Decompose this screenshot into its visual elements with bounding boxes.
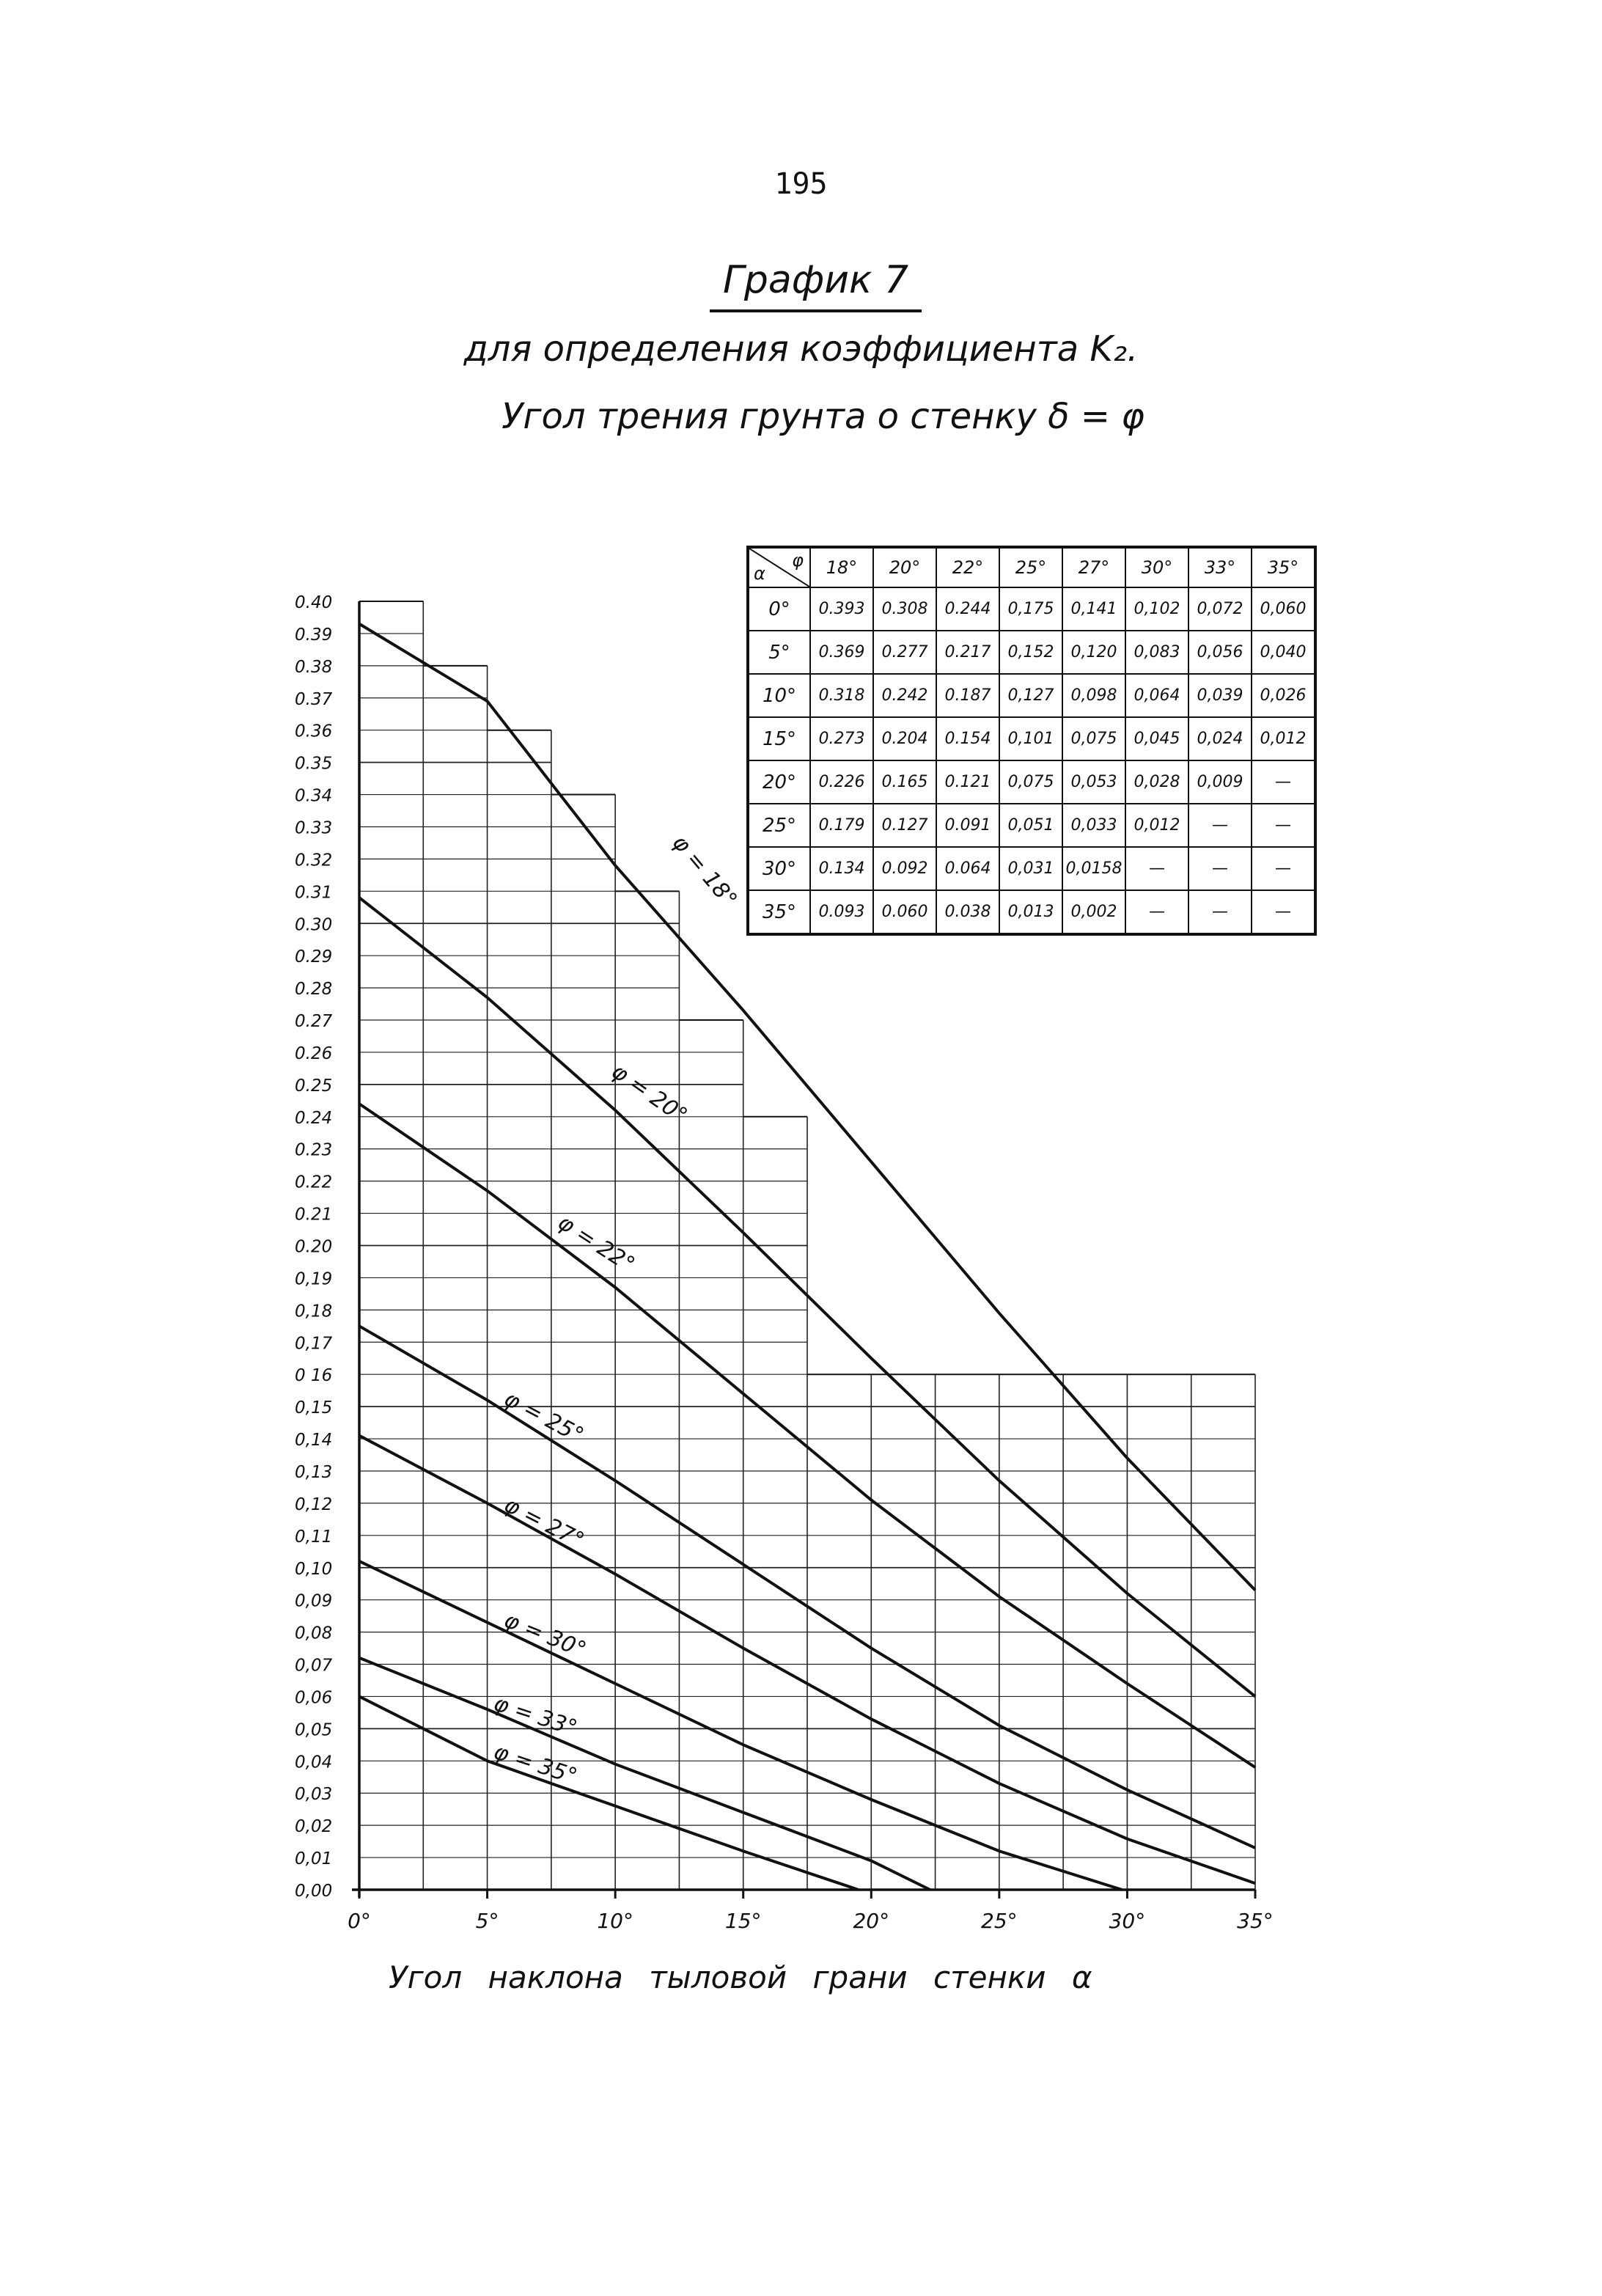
table-cell: 0.091 bbox=[936, 804, 999, 847]
table-cell: 0,102 bbox=[1125, 587, 1188, 631]
table-row bbox=[748, 631, 1315, 674]
table-cell: — bbox=[1252, 847, 1315, 890]
table-row bbox=[748, 890, 1315, 934]
y-tick-label: 0.28 bbox=[295, 980, 333, 1000]
y-tick-label: 0.23 bbox=[295, 1140, 333, 1160]
table-cell: 0.217 bbox=[936, 631, 999, 674]
table-row bbox=[748, 674, 1315, 717]
y-tick-label: 0,05 bbox=[295, 1720, 333, 1740]
table-row bbox=[748, 760, 1315, 804]
y-tick-label: 0,15 bbox=[295, 1398, 333, 1418]
y-tick-label: 0.24 bbox=[295, 1108, 333, 1128]
table-cell: 0,045 bbox=[1125, 717, 1188, 760]
table-cell: 0.127 bbox=[873, 804, 936, 847]
table-cell: 0,075 bbox=[999, 760, 1062, 804]
table-cell: 0.064 bbox=[936, 847, 999, 890]
table-cell: 0,031 bbox=[999, 847, 1062, 890]
corner-phi-label: φ bbox=[792, 550, 804, 571]
table-cell: 0.369 bbox=[810, 631, 873, 674]
table-cell: 0.038 bbox=[936, 890, 999, 934]
y-tick-label: 0,18 bbox=[295, 1302, 333, 1321]
table-cell: 0,012 bbox=[1252, 717, 1315, 760]
y-tick-label: 0,04 bbox=[295, 1753, 333, 1772]
x-tick-label: 30° bbox=[1109, 1909, 1146, 1933]
table-cell: 0,141 bbox=[1062, 587, 1125, 631]
y-tick-label: 0,07 bbox=[295, 1656, 333, 1676]
table-cell: 0,175 bbox=[999, 587, 1062, 631]
y-tick-label: 0.29 bbox=[295, 947, 333, 967]
y-tick-label: 0.39 bbox=[295, 625, 333, 645]
x-tick-label: 20° bbox=[853, 1909, 890, 1933]
y-tick-label: 0 16 bbox=[295, 1366, 333, 1386]
y-tick-label: 0,11 bbox=[295, 1527, 333, 1547]
series-label: φ = 30° bbox=[500, 1607, 590, 1664]
y-tick-label: 0,10 bbox=[295, 1559, 333, 1579]
chart-title-text: График 7 bbox=[710, 258, 922, 312]
y-tick-label: 0.36 bbox=[295, 722, 333, 741]
y-tick-label: 0.30 bbox=[295, 915, 333, 935]
table-corner-cell bbox=[748, 547, 810, 587]
table-cell: — bbox=[1125, 847, 1188, 890]
y-tick-label: 0.20 bbox=[295, 1237, 333, 1257]
table-cell: 0.060 bbox=[873, 890, 936, 934]
y-tick-label: 0,14 bbox=[295, 1431, 333, 1450]
table-row bbox=[748, 847, 1315, 890]
table-cell: 0,012 bbox=[1125, 804, 1188, 847]
table-body bbox=[748, 587, 1315, 934]
table-cell: 0,028 bbox=[1125, 760, 1188, 804]
table-cell: 0,060 bbox=[1252, 587, 1315, 631]
table-cell: — bbox=[1252, 760, 1315, 804]
table-col-header: 18° bbox=[810, 547, 873, 587]
table-cell: — bbox=[1188, 847, 1252, 890]
y-tick-label: 0,08 bbox=[295, 1624, 333, 1643]
x-tick-label: 0° bbox=[348, 1909, 371, 1933]
table-cell: 0.242 bbox=[873, 674, 936, 717]
x-axis-label: Угол наклона тыловой грани стенки α bbox=[389, 1959, 1092, 1995]
y-tick-label: 0,03 bbox=[295, 1785, 333, 1805]
corner-alpha-label: α bbox=[754, 563, 765, 584]
table-cell: — bbox=[1188, 804, 1252, 847]
y-tick-label: 0.35 bbox=[295, 754, 333, 774]
y-tick-label: 0.32 bbox=[295, 851, 333, 870]
table-cell: 0,051 bbox=[999, 804, 1062, 847]
table-row-header: 15° bbox=[748, 717, 810, 760]
table-col-header: 35° bbox=[1252, 547, 1315, 587]
y-tick-label: 0,00 bbox=[295, 1882, 333, 1901]
table-cell: 0,152 bbox=[999, 631, 1062, 674]
table-cell: — bbox=[1252, 804, 1315, 847]
table-cell: 0,056 bbox=[1188, 631, 1252, 674]
table-cell: 0.154 bbox=[936, 717, 999, 760]
table-cell: 0.318 bbox=[810, 674, 873, 717]
table-col-header: 22° bbox=[936, 547, 999, 587]
y-tick-label: 0.31 bbox=[295, 883, 333, 903]
table-cell: 0.179 bbox=[810, 804, 873, 847]
series-label: φ = 25° bbox=[499, 1385, 588, 1449]
table-row-header: 30° bbox=[748, 847, 810, 890]
y-tick-label: 0.22 bbox=[295, 1173, 333, 1192]
series-label: φ = 22° bbox=[553, 1209, 639, 1278]
chart-subtitle-line1: для определения коэффициента K₂. bbox=[463, 329, 1139, 370]
table-cell: 0,024 bbox=[1188, 717, 1252, 760]
table-cell: 0.273 bbox=[810, 717, 873, 760]
table-cell: 0,064 bbox=[1125, 674, 1188, 717]
y-tick-label: 0.40 bbox=[295, 593, 333, 612]
table-row-header: 5° bbox=[748, 631, 810, 674]
page-number: 195 bbox=[774, 167, 828, 201]
y-tick-label: 0,13 bbox=[295, 1462, 333, 1482]
table-cell: 0.244 bbox=[936, 587, 999, 631]
table-cell: 0,083 bbox=[1125, 631, 1188, 674]
table-cell: — bbox=[1125, 890, 1188, 934]
y-tick-label: 0,01 bbox=[295, 1849, 333, 1869]
table-col-header: 25° bbox=[999, 547, 1062, 587]
y-tick-label: 0,17 bbox=[295, 1334, 333, 1354]
y-tick-label: 0,06 bbox=[295, 1688, 333, 1708]
series-label: φ = 35° bbox=[490, 1739, 581, 1790]
table-col-header: 20° bbox=[873, 547, 936, 587]
table-cell: 0.121 bbox=[936, 760, 999, 804]
table-cell: 0,026 bbox=[1252, 674, 1315, 717]
table-cell: 0.092 bbox=[873, 847, 936, 890]
table-cell: 0,072 bbox=[1188, 587, 1252, 631]
table-col-header: 27° bbox=[1062, 547, 1125, 587]
table-cell: 0.226 bbox=[810, 760, 873, 804]
table-row-header: 35° bbox=[748, 890, 810, 934]
series-label: φ = 20° bbox=[606, 1058, 692, 1129]
series-label: φ = 27° bbox=[499, 1492, 589, 1555]
table-cell: 0,033 bbox=[1062, 804, 1125, 847]
table-cell: 0.204 bbox=[873, 717, 936, 760]
x-tick-label: 10° bbox=[597, 1909, 633, 1933]
table-cell: 0.187 bbox=[936, 674, 999, 717]
table-row bbox=[748, 804, 1315, 847]
y-tick-label: 0.27 bbox=[295, 1012, 333, 1032]
table-cell: 0,013 bbox=[999, 890, 1062, 934]
table-cell: 0,101 bbox=[999, 717, 1062, 760]
y-tick-label: 0,19 bbox=[295, 1269, 333, 1289]
series-line bbox=[359, 1561, 1122, 1890]
y-tick-label: 0.37 bbox=[295, 689, 333, 709]
y-tick-label: 0.33 bbox=[295, 818, 333, 838]
table-cell: — bbox=[1252, 890, 1315, 934]
table-cell: 0.093 bbox=[810, 890, 873, 934]
table-header-row bbox=[748, 547, 1315, 587]
table-cell: 0.165 bbox=[873, 760, 936, 804]
table-row bbox=[748, 717, 1315, 760]
y-tick-label: 0,02 bbox=[295, 1817, 333, 1837]
table-cell: 0,009 bbox=[1188, 760, 1252, 804]
table-cell: 0.308 bbox=[873, 587, 936, 631]
table-cell: 0,098 bbox=[1062, 674, 1125, 717]
series-label: φ = 33° bbox=[490, 1690, 581, 1742]
y-tick-label: 0.25 bbox=[295, 1076, 333, 1096]
series-label: φ = 18° bbox=[666, 830, 742, 913]
table-col-header: 33° bbox=[1188, 547, 1252, 587]
table-cell: 0,0158 bbox=[1062, 847, 1125, 890]
y-tick-label: 0,09 bbox=[295, 1591, 333, 1611]
table-row-header: 10° bbox=[748, 674, 810, 717]
coefficient-table bbox=[746, 546, 1317, 936]
x-tick-label: 5° bbox=[475, 1909, 499, 1933]
table-cell: 0,002 bbox=[1062, 890, 1125, 934]
chart-subtitle-line2: Угол трения грунта о стенку δ = φ bbox=[501, 396, 1144, 437]
table-cell: 0,120 bbox=[1062, 631, 1125, 674]
table-cell: 0.277 bbox=[873, 631, 936, 674]
series-line bbox=[359, 1658, 930, 1890]
y-tick-label: 0.38 bbox=[295, 657, 333, 677]
table-row-header: 0° bbox=[748, 587, 810, 631]
table-col-header: 30° bbox=[1125, 547, 1188, 587]
table-cell: 0,053 bbox=[1062, 760, 1125, 804]
y-tick-label: 0.26 bbox=[295, 1044, 333, 1063]
table-cell: 0.134 bbox=[810, 847, 873, 890]
y-tick-label: 0,12 bbox=[295, 1494, 333, 1514]
table-cell: 0,127 bbox=[999, 674, 1062, 717]
y-tick-label: 0.21 bbox=[295, 1205, 333, 1225]
table-row bbox=[748, 587, 1315, 631]
table-cell: — bbox=[1188, 890, 1252, 934]
table-row-header: 20° bbox=[748, 760, 810, 804]
x-tick-label: 15° bbox=[724, 1909, 762, 1933]
table-row-header: 25° bbox=[748, 804, 810, 847]
x-tick-label: 35° bbox=[1237, 1909, 1274, 1933]
table-cell: 0,039 bbox=[1188, 674, 1252, 717]
table-cell: 0,075 bbox=[1062, 717, 1125, 760]
y-tick-label: 0.34 bbox=[295, 786, 333, 806]
table-cell: 0,040 bbox=[1252, 631, 1315, 674]
table-cell: 0.393 bbox=[810, 587, 873, 631]
x-tick-label: 25° bbox=[981, 1909, 1018, 1933]
